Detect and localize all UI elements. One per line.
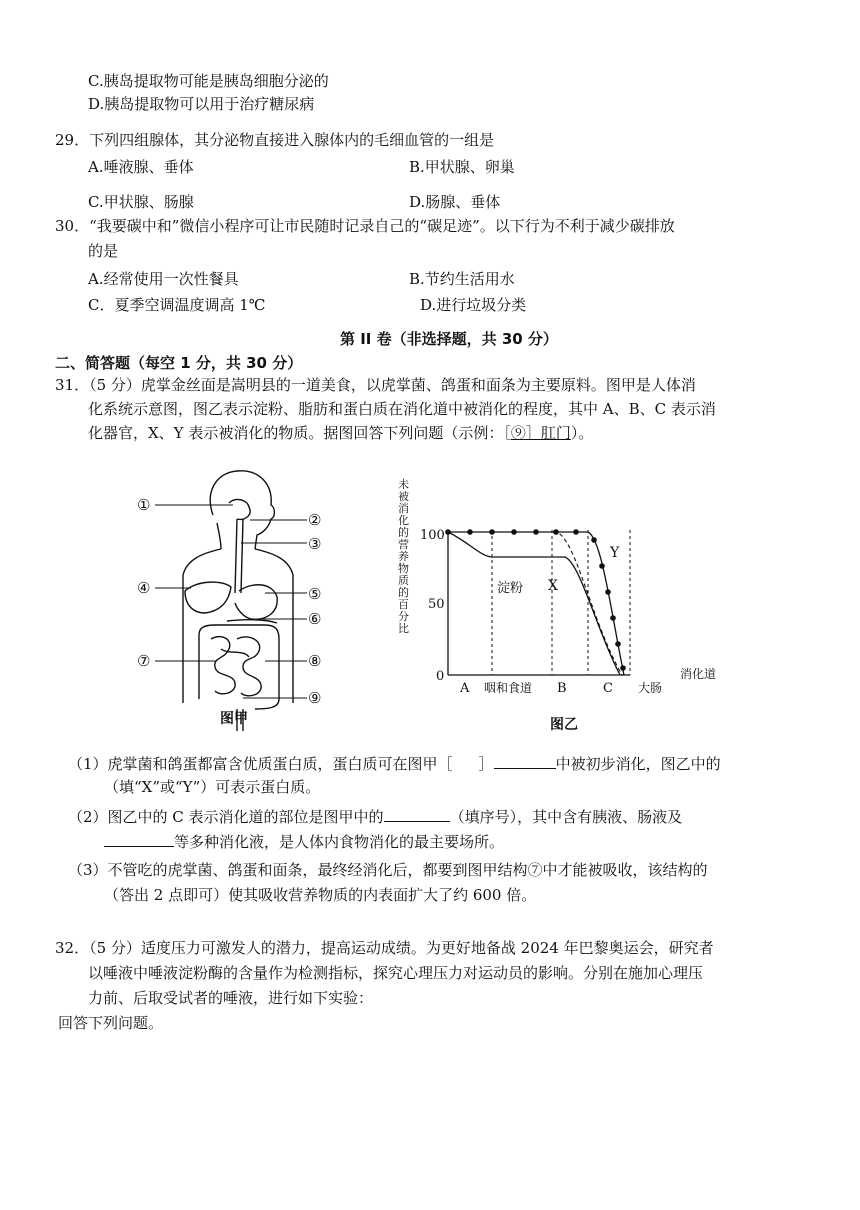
curve-x [448, 532, 622, 675]
curve-y-marker [573, 529, 579, 535]
esophagus-left [235, 519, 237, 593]
q32-stem-line1: 32．（5 分）适度压力可激发人的潜力，提高运动成绩。为更好地备战 2024 年巴黎奥运会，研究者 [55, 939, 714, 957]
part2-title: 第 II 卷（非选择题，共 30 分） [340, 330, 558, 348]
q31-stem-line3-a: 化器官，X、Y 表示被消化的物质。据图回答下列问题（示例：［ [88, 424, 511, 442]
curve-y-marker [467, 529, 473, 535]
curve-y-marker [591, 537, 597, 543]
q31-part3-line1: （3）不管吃的虎掌菌、鸽蛋和面条，最终经消化后，都要到图甲结构⑦中才能被吸收，该结构的 [68, 861, 708, 879]
y-axis-title-char: 比 [398, 622, 409, 635]
y-axis-title-char: 被 [398, 490, 409, 503]
q32-prompt: 回答下列问题。 [58, 1014, 164, 1032]
x-axis-title: 消化道 [680, 667, 717, 681]
y-axis-title-char: 化 [398, 514, 409, 527]
y-axis-title-char: 百 [398, 598, 409, 611]
q28-option-d: D.胰岛提取物可以用于治疗糖尿病 [88, 95, 315, 113]
label-7: ⑦ [137, 652, 151, 670]
y-axis-title-char: 分 [398, 610, 409, 623]
label-9: ⑨ [308, 689, 322, 707]
xlabel-b: B [557, 681, 567, 696]
answer-blank-1b[interactable] [494, 752, 556, 769]
q31-part2-text-c: 等多种消化液，是人体内食物消化的最主要场所。 [174, 833, 505, 851]
q31-part2-line1 [68, 805, 682, 828]
y-axis-title-char: 质 [398, 574, 409, 587]
q31-part1-text-b: ］ [478, 755, 494, 773]
ytick-50: 50 [428, 597, 445, 612]
torso-left [183, 549, 221, 703]
curve-y-marker [553, 529, 559, 535]
small-intestine-coil-3 [221, 649, 249, 657]
curve-y-marker [511, 529, 517, 535]
label-y: Y [610, 545, 620, 561]
q31-part2-text-a: （2）图乙中的 C 表示消化道的部位是图甲中的 [68, 808, 384, 826]
q31-part2-line2 [104, 830, 504, 853]
q30-stem-line1: 30．“我要碳中和”微信小程序可让市民随时记录自己的“碳足迹”。以下行为不利于减少碳排放 [55, 217, 675, 235]
y-axis-title-char: 养 [398, 550, 409, 563]
y-axis-title-char: 的 [398, 526, 409, 539]
curve-y-marker [489, 529, 495, 535]
liver-shape [185, 582, 231, 613]
xlabel-large-intestine: 大肠 [638, 681, 663, 695]
q31-part3-line2: （答出 2 点即可）使其吸收营养物质的内表面扩大了约 600 倍。 [104, 886, 537, 904]
small-intestine-coil-2 [237, 637, 261, 696]
label-1: ① [137, 496, 151, 514]
section-heading: 二、简答题（每空 1 分，共 30 分） [55, 354, 303, 372]
y-axis-title-char: 营 [398, 538, 409, 551]
q32-stem-line2: 以唾液中唾液淀粉酶的含量作为检测指标，探究心理压力对运动员的影响。分别在施加心理压 [88, 964, 704, 982]
torso-right [255, 549, 293, 703]
figure-digestive-system [125, 463, 355, 738]
q30-stem-line2: 的是 [88, 242, 119, 260]
curve-y-marker [615, 641, 621, 647]
q31-part1-line1 [68, 752, 721, 775]
curve-y-marker [445, 529, 451, 535]
q29-option-b: B.甲状腺、卵巢 [409, 158, 515, 176]
q30-option-a: A.经常使用一次性餐具 [88, 270, 239, 288]
label-starch: 淀粉 [497, 581, 524, 596]
q31-part1-line2: （填“X”或“Y”）可表示蛋白质。 [104, 778, 321, 796]
small-intestine-coil-1 [211, 637, 235, 694]
curve-y-marker [610, 615, 616, 621]
q29-option-c: C.甲状腺、肠腺 [88, 193, 194, 211]
q29-option-d: D.肠腺、垂体 [409, 193, 501, 211]
q30-option-c: C．夏季空调温度调高 1℃ [88, 296, 266, 314]
q31-part2-text-b: （填序号），其中含有胰液、肠液及 [449, 808, 683, 826]
label-6: ⑥ [308, 610, 322, 628]
label-3: ③ [308, 535, 322, 553]
answer-blank-1a[interactable] [453, 753, 479, 769]
mouth-cavity [229, 500, 250, 520]
label-5: ⑤ [308, 585, 322, 603]
esophagus-right [241, 519, 243, 593]
xlabel-a: A [460, 681, 470, 696]
q31-stem-line3 [88, 422, 593, 444]
curve-y [448, 532, 624, 675]
curve-y-marker [533, 529, 539, 535]
label-4: ④ [137, 579, 151, 597]
q31-part1-text-a: （1）虎掌菌和鸽蛋都富含优质蛋白质，蛋白质可在图甲［ [68, 755, 453, 773]
q30-option-d: D.进行垃圾分类 [420, 296, 527, 314]
label-8: ⑧ [308, 652, 322, 670]
label-2: ② [308, 511, 322, 529]
y-axis-title-char: 物 [398, 562, 409, 575]
ytick-0: 0 [436, 669, 445, 684]
q28-option-c: C.胰岛提取物可能是胰岛细胞分泌的 [88, 72, 329, 90]
y-axis-title [398, 477, 409, 635]
label-x: X [548, 578, 558, 594]
curve-starch [448, 532, 620, 675]
q31-part1-text-c: 中被初步消化，图乙中的 [555, 755, 721, 773]
y-axis-title-char: 的 [398, 586, 409, 599]
answer-blank-2b[interactable] [104, 830, 174, 847]
curve-y-marker [620, 665, 626, 671]
q32-stem-line3: 力前、后取受试者的唾液，进行如下实验： [88, 989, 374, 1007]
figure-a-caption: 图甲 [220, 711, 248, 727]
q31-stem-line3-c: ）。 [570, 424, 594, 442]
q29-stem: 29．下列四组腺体，其分泌物直接进入腺体内的毛细血管的一组是 [55, 131, 495, 149]
q31-example: ⑨］肛门 [510, 424, 571, 442]
curve-y-marker [605, 589, 611, 595]
q30-option-b: B.节约生活用水 [409, 270, 515, 288]
answer-blank-2a[interactable] [384, 805, 450, 822]
q31-stem-line2: 化系统示意图，图乙表示淀粉、脂肪和蛋白质在消化道中被消化的程度，其中 A、B、C 表示消 [88, 400, 716, 418]
figure-b-caption: 图乙 [550, 717, 578, 733]
y-axis-title-char: 未 [398, 478, 409, 491]
figure-digestion-chart [390, 468, 740, 696]
q31-stem-line1: 31．（5 分）虎掌金丝面是嵩明县的一道美食，以虎掌菌、鸽蛋和面条为主要原料。图甲是人体消 [55, 376, 696, 394]
stomach-shape [235, 585, 277, 620]
curve-y-marker [599, 563, 605, 569]
neck-left [217, 523, 221, 549]
y-axis-title-char: 消 [398, 502, 409, 515]
ytick-100: 100 [420, 528, 445, 543]
pancreas-shape [227, 620, 277, 623]
xlabel-c: C [603, 681, 613, 696]
xlabel-pharynx: 咽和食道 [484, 681, 533, 695]
q29-option-a: A.唾液腺、垂体 [88, 158, 194, 176]
